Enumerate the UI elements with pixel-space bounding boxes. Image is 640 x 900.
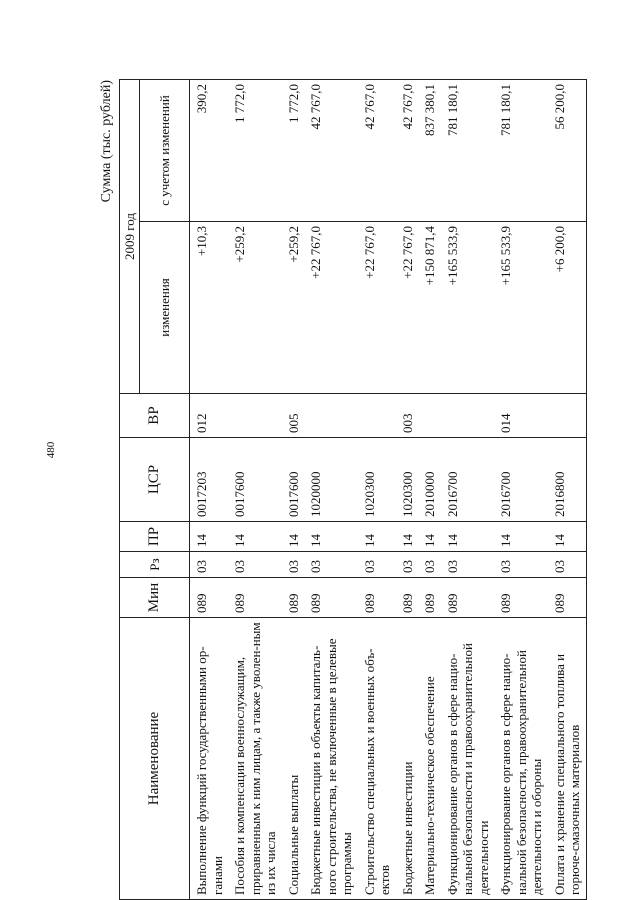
row-csr-cell: 1020000 [304, 438, 358, 522]
row-total-cell: 42 767,0 [358, 80, 396, 222]
row-name-cell: Материально-техническое обеспечение [418, 618, 441, 900]
row-csr-cell: 2016800 [548, 438, 587, 522]
table-row [282, 80, 305, 900]
row-csr-cell: 1020300 [396, 438, 419, 522]
row-csr-cell: 0017203 [190, 438, 229, 522]
header-pr: ПР [120, 522, 190, 552]
row-rz-cell: 03 [228, 552, 282, 578]
table-row [358, 80, 396, 900]
row-pr-cell: 14 [441, 522, 495, 552]
row-min-cell: 089 [494, 578, 548, 618]
row-pr-cell: 14 [304, 522, 358, 552]
row-total-cell: 781 180,1 [494, 80, 548, 222]
header-year: 2009 год [120, 80, 140, 394]
row-pr-cell: 14 [494, 522, 548, 552]
header-changes: изменения [140, 222, 190, 394]
row-rz-cell: 03 [494, 552, 548, 578]
row-pr-cell: 14 [190, 522, 229, 552]
row-total-cell: 390,2 [190, 80, 229, 222]
table-caption: Сумма (тыс. рублей) [99, 80, 114, 203]
row-rz-cell: 03 [190, 552, 229, 578]
header-name: Наименование [120, 618, 190, 900]
row-change-cell: +22 767,0 [396, 222, 419, 394]
row-vr-cell: 003 [396, 394, 419, 438]
row-vr-cell [304, 394, 358, 438]
table-row [304, 80, 358, 900]
header-min: Мин [120, 578, 190, 618]
row-pr-cell: 14 [396, 522, 419, 552]
row-name-cell: Выполнение функций государственными ор-ганами [190, 618, 229, 900]
row-vr-cell: 005 [282, 394, 305, 438]
row-pr-cell: 14 [358, 522, 396, 552]
row-min-cell: 089 [190, 578, 229, 618]
row-total-cell: 42 767,0 [304, 80, 358, 222]
table-header [120, 80, 190, 900]
row-csr-cell: 0017600 [228, 438, 282, 522]
row-change-cell: +259,2 [282, 222, 305, 394]
row-name-cell: Оплата и хранение специального топлива и горюче-смазочных материалов [548, 618, 587, 900]
row-total-cell: 837 380,1 [418, 80, 441, 222]
row-pr-cell: 14 [282, 522, 305, 552]
row-min-cell: 089 [228, 578, 282, 618]
row-csr-cell: 1020300 [358, 438, 396, 522]
header-vr: ВР [120, 394, 190, 438]
table-body [190, 80, 587, 900]
row-name-cell: Бюджетные инвестиции [396, 618, 419, 900]
row-vr-cell [418, 394, 441, 438]
row-vr-cell: 014 [494, 394, 548, 438]
table-row [548, 80, 587, 900]
row-rz-cell: 03 [441, 552, 495, 578]
row-change-cell: +22 767,0 [304, 222, 358, 394]
row-name-cell: Строительство специальных и военных объ-ектов [358, 618, 396, 900]
row-min-cell: 089 [358, 578, 396, 618]
row-total-cell: 1 772,0 [282, 80, 305, 222]
table-row [190, 80, 229, 900]
table-row [396, 80, 419, 900]
row-change-cell: +259,2 [228, 222, 282, 394]
row-pr-cell: 14 [548, 522, 587, 552]
row-name-cell: Бюджетные инвестиции в объекты капиталь-ного строительства, не включенные в целевые программы [304, 618, 358, 900]
row-pr-cell: 14 [228, 522, 282, 552]
budget-table [119, 79, 587, 900]
row-csr-cell: 2010000 [418, 438, 441, 522]
table-row [418, 80, 441, 900]
row-csr-cell: 0017600 [282, 438, 305, 522]
row-min-cell: 089 [304, 578, 358, 618]
row-vr-cell: 012 [190, 394, 229, 438]
row-change-cell: +6 200,0 [548, 222, 587, 394]
row-total-cell: 781 180,1 [441, 80, 495, 222]
row-min-cell: 089 [548, 578, 587, 618]
row-rz-cell: 03 [548, 552, 587, 578]
row-rz-cell: 03 [358, 552, 396, 578]
row-name-cell: Социальные выплаты [282, 618, 305, 900]
row-csr-cell: 2016700 [494, 438, 548, 522]
table-row [441, 80, 495, 900]
rotated-table-container [95, 80, 582, 900]
row-name-cell: Функционирование органов в сфере нацио-нальной безопасности и правоохранительной деятельности [441, 618, 495, 900]
row-vr-cell [548, 394, 587, 438]
row-total-cell: 42 767,0 [396, 80, 419, 222]
row-total-cell: 56 200,0 [548, 80, 587, 222]
row-change-cell: +165 533,9 [494, 222, 548, 394]
header-with-changes: с учетом изменений [140, 80, 190, 222]
row-min-cell: 089 [418, 578, 441, 618]
header-csr: ЦСР [120, 438, 190, 522]
row-total-cell: 1 772,0 [228, 80, 282, 222]
row-rz-cell: 03 [418, 552, 441, 578]
row-min-cell: 089 [396, 578, 419, 618]
row-vr-cell [228, 394, 282, 438]
row-vr-cell [441, 394, 495, 438]
row-rz-cell: 03 [282, 552, 305, 578]
row-vr-cell [358, 394, 396, 438]
row-name-cell: Функционирование органов в сфере нацио-нальной безопасности, правоохранительной деятельности и обороны [494, 618, 548, 900]
table-row [494, 80, 548, 900]
row-pr-cell: 14 [418, 522, 441, 552]
row-change-cell: +22 767,0 [358, 222, 396, 394]
row-rz-cell: 03 [304, 552, 358, 578]
row-name-cell: Пособия и компенсации военнослужащим, приравненным к ним лицам, а также уволен-ным из их числа [228, 618, 282, 900]
row-csr-cell: 2016700 [441, 438, 495, 522]
header-rz: Рз [120, 552, 190, 578]
row-change-cell: +150 871,4 [418, 222, 441, 394]
row-min-cell: 089 [282, 578, 305, 618]
row-min-cell: 089 [441, 578, 495, 618]
table-row [228, 80, 282, 900]
row-change-cell: +165 533,9 [441, 222, 495, 394]
page-number: 480 [45, 441, 57, 459]
row-change-cell: +10,3 [190, 222, 229, 394]
row-rz-cell: 03 [396, 552, 419, 578]
